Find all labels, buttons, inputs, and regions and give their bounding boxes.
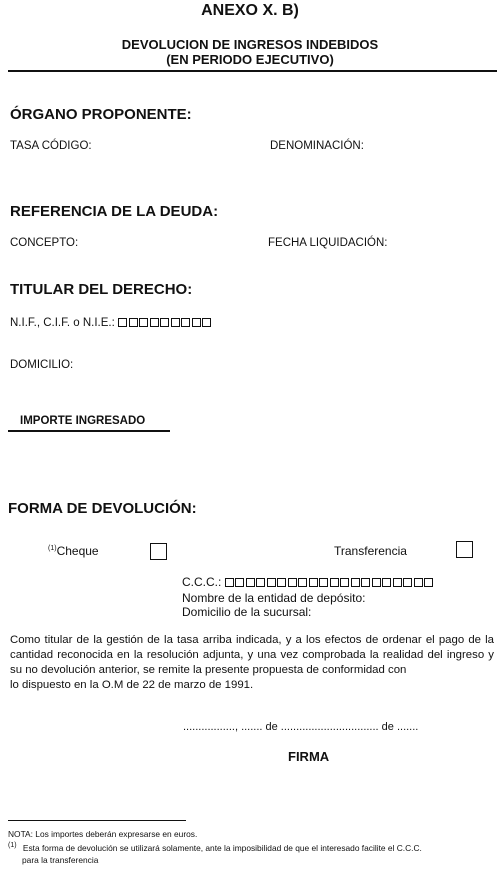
- ccc-box[interactable]: [330, 578, 339, 587]
- ccc-label: C.C.C.:: [182, 575, 222, 589]
- importe-label: IMPORTE INGRESADO: [20, 415, 146, 427]
- sucursal-label: Domicilio de la sucursal:: [182, 605, 312, 619]
- form-title-line1: DEVOLUCION DE INGRESOS INDEBIDOS: [121, 37, 379, 52]
- cheque-checkbox[interactable]: [150, 543, 167, 560]
- ccc-box[interactable]: [382, 578, 391, 587]
- firma-label: FIRMA: [288, 749, 330, 764]
- ccc-box[interactable]: [309, 578, 318, 587]
- domicilio-label: DOMICILIO:: [10, 359, 74, 371]
- denominacion-label: DENOMINACIÓN:: [270, 140, 364, 152]
- organo-heading: ÓRGANO PROPONENTE:: [10, 106, 192, 123]
- nif-box[interactable]: [192, 318, 201, 327]
- ccc-box[interactable]: [414, 578, 423, 587]
- cheque-option: [48, 544, 99, 558]
- nif-box[interactable]: [150, 318, 159, 327]
- entidad-label: Nombre de la entidad de depósito:: [182, 591, 366, 605]
- date-place-line[interactable]: ................., ....... de ................................ de .......: [183, 721, 419, 733]
- footnote: [8, 842, 422, 853]
- ccc-box[interactable]: [403, 578, 412, 587]
- transferencia-checkbox[interactable]: [456, 541, 473, 558]
- ccc-box[interactable]: [361, 578, 370, 587]
- declaracion-last-line: lo dispuesto en la O.M de 22 de marzo de 1991.: [10, 679, 254, 691]
- form-title-line2: (EN PERIODO EJECUTIVO): [166, 52, 334, 67]
- ccc-box[interactable]: [235, 578, 244, 587]
- cheque-label: Cheque: [56, 544, 99, 558]
- transferencia-label: Transferencia: [334, 544, 407, 558]
- ccc-box[interactable]: [246, 578, 255, 587]
- footnote-line2: para la transferencia: [22, 855, 99, 865]
- nif-label: N.I.F., C.I.F. o N.I.E.:: [10, 317, 115, 329]
- forma-heading: FORMA DE DEVOLUCIÓN:: [8, 500, 197, 517]
- fecha-liquidacion-label: FECHA LIQUIDACIÓN:: [268, 237, 388, 249]
- declaracion-text: Como titular de la gestión de la tasa arriba indicada, y a los efectos de ordenar el pago de la cantidad reconocida en la resolución adjunta, y una vez comprobada la realidad del ingreso y su no devolución anterior, se remite la presente propuesta de conformidad con: [10, 634, 494, 676]
- ccc-boxes[interactable]: [225, 576, 435, 590]
- deuda-heading: REFERENCIA DE LA DEUDA:: [10, 203, 219, 220]
- nif-boxes[interactable]: [118, 318, 213, 330]
- ccc-box[interactable]: [351, 578, 360, 587]
- ccc-box[interactable]: [393, 578, 402, 587]
- ccc-box[interactable]: [298, 578, 307, 587]
- ccc-box[interactable]: [424, 578, 433, 587]
- ccc-box[interactable]: [225, 578, 234, 587]
- nif-box[interactable]: [181, 318, 190, 327]
- nota-text: NOTA: Los importes deberán expresarse en euros.: [8, 829, 198, 839]
- ccc-box[interactable]: [277, 578, 286, 587]
- titular-heading: TITULAR DEL DERECHO:: [10, 281, 193, 298]
- ccc-box[interactable]: [372, 578, 381, 587]
- declaracion-paragraph: [10, 633, 494, 693]
- notes-rule: [8, 820, 186, 821]
- nif-row: [10, 317, 213, 330]
- footnote-mark: (1): [8, 842, 17, 849]
- tasa-codigo-label: TASA CÓDIGO:: [10, 140, 92, 152]
- footnote-line1: Esta forma de devolución se utilizará solamente, ante la imposibilidad de que el interesado facilite el C.C.C.: [22, 842, 422, 853]
- nif-box[interactable]: [160, 318, 169, 327]
- nif-box[interactable]: [139, 318, 148, 327]
- nif-box[interactable]: [171, 318, 180, 327]
- concepto-label: CONCEPTO:: [10, 237, 79, 249]
- importe-rule: [8, 430, 170, 432]
- nif-box[interactable]: [129, 318, 138, 327]
- ccc-box[interactable]: [319, 578, 328, 587]
- ccc-box[interactable]: [267, 578, 276, 587]
- ccc-box[interactable]: [288, 578, 297, 587]
- ccc-box[interactable]: [256, 578, 265, 587]
- cheque-footnote-mark: (1): [48, 545, 57, 552]
- header-rule: [8, 70, 497, 72]
- annex-title: ANEXO X. B): [201, 2, 299, 19]
- nif-box[interactable]: [202, 318, 211, 327]
- ccc-row: [182, 575, 435, 590]
- ccc-box[interactable]: [340, 578, 349, 587]
- nif-box[interactable]: [118, 318, 127, 327]
